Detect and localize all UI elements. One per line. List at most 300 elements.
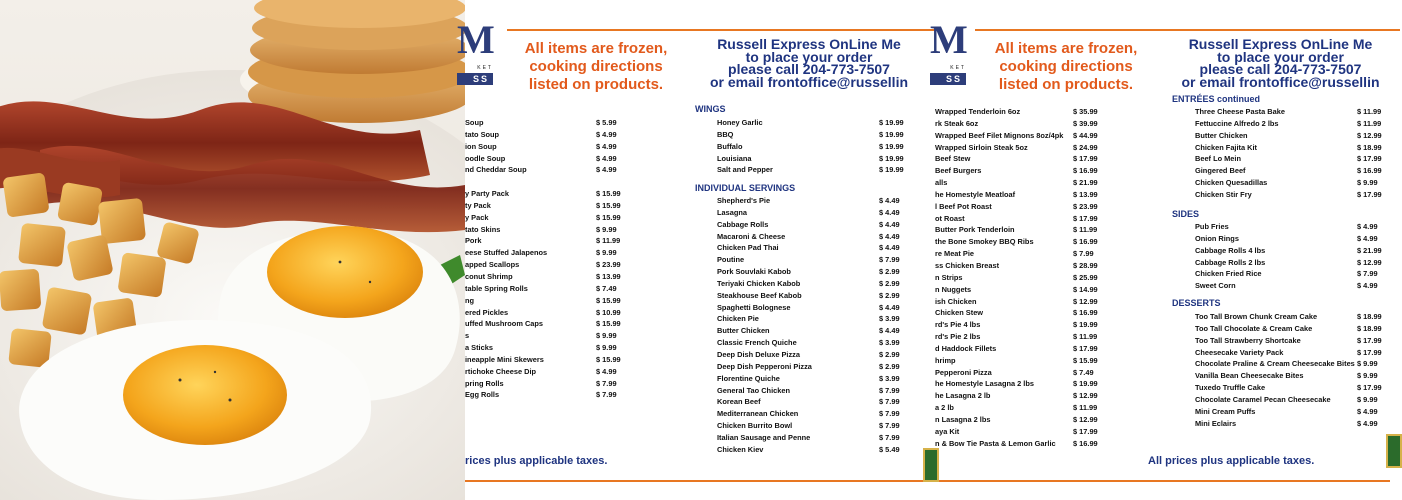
- menu-item-row: [1195, 165, 1400, 177]
- menu-item-row: [717, 195, 907, 207]
- top-orange-rule: [975, 29, 1400, 31]
- menu-item-row: [935, 189, 1100, 201]
- menu-item-row: [1195, 130, 1400, 142]
- menu-page-appetizers: [457, 0, 935, 500]
- menu-item-row: [1195, 382, 1400, 394]
- appetizer-list: [465, 117, 625, 401]
- menu-item-price: $ 2.99: [879, 361, 900, 371]
- menu-item-name: l Beef Pot Roast: [935, 201, 992, 211]
- menu-item-name: Steakhouse Beef Kabob: [717, 290, 802, 300]
- menu-item-price: $ 4.49: [879, 207, 900, 217]
- menu-item-row: [935, 130, 1100, 142]
- menu-item-row: [935, 142, 1100, 154]
- menu-item-name: Chocolate Praline & Cream Cheesecake Bites: [1195, 359, 1355, 369]
- menu-item-price: $ 17.99: [1073, 426, 1098, 436]
- menu-item-price: $ 2.99: [879, 290, 900, 300]
- menu-item-name: rd's Pie 4 lbs: [935, 320, 981, 330]
- menu-item-name: re Meat Pie: [935, 249, 975, 259]
- menu-item-row: [717, 254, 907, 266]
- menu-item-name: Sweet Corn: [1195, 281, 1236, 291]
- menu-item-row: [935, 367, 1100, 379]
- menu-item-name: ot Roast: [935, 213, 965, 223]
- menu-item-price: $ 19.99: [879, 129, 904, 139]
- menu-item-name: Three Cheese Pasta Bake: [1195, 107, 1285, 116]
- menu-item-price: $ 5.99: [596, 118, 617, 127]
- menu-item-price: $ 2.99: [879, 278, 900, 288]
- menu-item-name: Louisiana: [717, 153, 752, 163]
- menu-item-row: [717, 396, 907, 408]
- entrees-list: [935, 106, 1100, 449]
- menu-item-row: [465, 259, 625, 271]
- menu-item-name: Cheesecake Variety Pack: [1195, 347, 1284, 357]
- contact-line: please call 204-773-7507: [728, 61, 890, 77]
- menu-item-row: [935, 296, 1100, 308]
- menu-item-name: n Strips: [935, 272, 963, 282]
- menu-item-price: $ 12.99: [1073, 296, 1098, 306]
- menu-item-name: Honey Garlic: [717, 118, 763, 127]
- menu-item-row: [1195, 233, 1400, 245]
- menu-item-row: [717, 444, 907, 456]
- menu-item-price: $ 13.99: [596, 271, 621, 281]
- menu-item-row: [935, 260, 1100, 272]
- menu-item-price: $ 15.99: [596, 212, 621, 222]
- menu-item-name: Macaroni & Cheese: [717, 231, 786, 241]
- menu-item-row: [717, 432, 907, 444]
- menu-item-name: Korean Beef: [717, 397, 761, 407]
- menu-item-row: [717, 385, 907, 397]
- menu-item-row: [935, 390, 1100, 402]
- menu-item-row: [717, 207, 907, 219]
- menu-item-price: $ 15.99: [596, 319, 621, 329]
- menu-item-row: [465, 212, 625, 224]
- menu-item-row: [935, 438, 1100, 450]
- menu-item-row: [935, 153, 1100, 165]
- menu-item-name: he Homestyle Lasagna 2 lbs: [935, 379, 1034, 389]
- menu-item-name: Gingered Beef: [1195, 166, 1246, 176]
- menu-item-name: Chicken Fajita Kit: [1195, 142, 1258, 152]
- menu-item-price: $ 15.99: [596, 354, 621, 364]
- menu-item-name: n Lasagna 2 lbs: [935, 414, 991, 424]
- menu-item-price: $ 9.99: [1357, 178, 1378, 188]
- menu-item-row: [465, 354, 625, 366]
- menu-item-name: Lasagna: [717, 207, 747, 217]
- menu-item-name: Beef Stew: [935, 154, 971, 164]
- menu-item-row: [465, 389, 625, 401]
- menu-item-name: the Bone Smokey BBQ Ribs: [935, 237, 1034, 247]
- menu-item-price: $ 11.99: [1357, 118, 1382, 128]
- menu-item-name: n Nuggets: [935, 284, 972, 294]
- menu-item-price: $ 17.99: [1073, 154, 1098, 164]
- menu-item-row: [935, 272, 1100, 284]
- menu-item-price: $ 19.99: [879, 141, 904, 151]
- menu-item-name: eese Stuffed Jalapenos: [465, 248, 548, 258]
- menu-item-name: ng: [465, 295, 475, 305]
- menu-item-price: $ 9.99: [596, 248, 617, 258]
- menu-item-row: [717, 290, 907, 302]
- contact-line: please call 204-773-7507: [1199, 61, 1362, 77]
- menu-item-price: $ 12.99: [1357, 130, 1382, 140]
- menu-item-name: table Spring Rolls: [465, 283, 528, 293]
- menu-item-name: Buffalo: [717, 141, 743, 151]
- menu-item-price: $ 4.49: [879, 231, 900, 241]
- menu-item-row: [935, 414, 1100, 426]
- menu-item-price: $ 17.99: [1357, 335, 1382, 345]
- logo-letter: M: [930, 17, 968, 62]
- menu-item-name: conut Shrimp: [465, 271, 513, 281]
- menu-item-name: Chicken Quesadillas: [1195, 178, 1268, 188]
- menu-item-row: [717, 231, 907, 243]
- menu-item-row: [1195, 142, 1400, 154]
- menu-item-price: $ 9.99: [1357, 371, 1378, 381]
- menu-item-price: $ 11.99: [596, 236, 621, 246]
- menu-item-name: rd's Pie 2 lbs: [935, 332, 981, 342]
- menu-item-name: Pepperoni Pizza: [935, 367, 992, 377]
- menu-item-price: $ 15.99: [1073, 355, 1098, 365]
- menu-item-name: Cabbage Rolls 2 lbs: [1195, 257, 1266, 267]
- menu-item-row: [935, 355, 1100, 367]
- bottom-orange-rule: [465, 480, 935, 482]
- menu-item-name: rtichoke Cheese Dip: [465, 366, 537, 376]
- partner-badge: [923, 448, 939, 482]
- menu-item-row: [935, 284, 1100, 296]
- menu-item-name: ion Soup: [465, 141, 497, 151]
- menu-item-row: [465, 318, 625, 330]
- menu-item-price: $ 11.99: [1073, 403, 1098, 413]
- menu-item-price: $ 28.99: [1073, 260, 1098, 270]
- menu-item-name: nd Cheddar Soup: [465, 165, 527, 175]
- menu-item-name: hrimp: [935, 355, 956, 365]
- menu-item-row: [1195, 106, 1400, 118]
- menu-item-price: $ 4.99: [1357, 406, 1378, 416]
- menu-item-row: [465, 164, 625, 176]
- menu-item-price: $ 3.99: [879, 314, 900, 324]
- frozen-line: listed on products.: [528, 76, 664, 93]
- menu-item-name: Soup: [465, 118, 484, 127]
- menu-item-row: [1195, 153, 1400, 165]
- top-orange-rule: [507, 29, 935, 31]
- menu-item-row: [717, 117, 907, 129]
- section-title-sides: SIDES: [1172, 209, 1200, 219]
- menu-item-price: $ 19.99: [879, 153, 904, 163]
- logo-express-bar: SS: [457, 73, 493, 85]
- menu-item-price: $ 13.99: [1073, 189, 1098, 199]
- menu-item-price: $ 15.99: [596, 189, 621, 199]
- menu-item-row: [1195, 268, 1400, 280]
- menu-item-price: $ 15.99: [596, 200, 621, 210]
- frozen-notice: [981, 40, 1151, 94]
- menu-item-name: Italian Sausage and Penne: [717, 432, 811, 442]
- menu-item-name: Deep Dish Pepperoni Pizza: [717, 361, 812, 371]
- menu-item-price: $ 25.99: [1073, 272, 1098, 282]
- menu-item-price: $ 7.99: [879, 421, 900, 431]
- menu-item-name: Tuxedo Truffle Cake: [1195, 383, 1266, 393]
- menu-item-name: ty Pack: [465, 200, 491, 210]
- menu-item-name: apped Scallops: [465, 260, 520, 270]
- menu-item-price: $ 16.99: [1073, 438, 1098, 448]
- menu-item-price: $ 4.99: [1357, 418, 1378, 428]
- menu-item-row: [465, 366, 625, 378]
- menu-item-name: Chicken Kiev: [717, 444, 764, 454]
- menu-item-price: $ 39.99: [1073, 118, 1098, 128]
- menu-item-name: Too Tall Brown Chunk Cream Cake: [1195, 312, 1318, 321]
- menu-item-price: $ 17.99: [1073, 213, 1098, 223]
- menu-item-row: [717, 164, 907, 176]
- menu-item-price: $ 4.99: [596, 129, 617, 139]
- menu-item-price: $ 12.99: [1073, 391, 1098, 401]
- menu-item-price: $ 15.99: [596, 295, 621, 305]
- menu-item-row: [717, 373, 907, 385]
- menu-item-row: [1195, 177, 1400, 189]
- menu-item-name: ered Pickles: [465, 307, 509, 317]
- menu-item-price: $ 2.99: [879, 267, 900, 277]
- menu-item-row: [717, 129, 907, 141]
- menu-item-price: $ 4.99: [1357, 281, 1378, 291]
- menu-item-row: [465, 141, 625, 153]
- russell-market-logo: [930, 18, 970, 84]
- menu-item-name: aya Kit: [935, 426, 960, 436]
- menu-item-price: $ 18.99: [1357, 323, 1382, 333]
- menu-page-entrees: [930, 0, 1400, 500]
- menu-item-price: $ 17.99: [1357, 347, 1382, 357]
- menu-item-name: Egg Rolls: [465, 390, 500, 400]
- menu-item-price: $ 9.99: [1357, 359, 1378, 369]
- menu-item-name: rk Steak 6oz: [935, 118, 979, 128]
- menu-item-name: Cabbage Rolls: [717, 219, 769, 229]
- menu-item-price: $ 11.99: [1073, 225, 1098, 235]
- menu-item-price: $ 7.99: [1073, 249, 1094, 259]
- menu-item-price: $ 4.99: [1357, 233, 1378, 243]
- menu-item-row: [1195, 418, 1400, 430]
- menu-item-row: [465, 271, 625, 283]
- menu-item-price: $ 4.99: [596, 165, 617, 175]
- menu-item-name: Florentine Quiche: [717, 373, 780, 383]
- menu-item-row: [935, 165, 1100, 177]
- menu-item-name: tato Skins: [465, 224, 501, 234]
- menu-item-row: [935, 236, 1100, 248]
- menu-item-price: $ 24.99: [1073, 142, 1098, 152]
- menu-item-price: $ 3.99: [879, 373, 900, 383]
- menu-item-row: [465, 117, 625, 129]
- breakfast-illustration: [0, 0, 465, 500]
- order-contact-info: [683, 38, 935, 88]
- logo-market-text: KET: [477, 65, 493, 71]
- russell-market-logo: [457, 18, 497, 84]
- menu-item-price: $ 17.99: [1357, 154, 1382, 164]
- menu-item-row: [1195, 257, 1400, 269]
- menu-item-name: Wrapped Sirloin Steak 5oz: [935, 142, 1028, 152]
- menu-item-row: [717, 361, 907, 373]
- menu-item-name: Butter Chicken: [717, 326, 770, 336]
- menu-item-row: [717, 325, 907, 337]
- menu-item-name: Chicken Pie: [717, 314, 759, 324]
- section-title-wings: WINGS: [695, 104, 726, 114]
- menu-item-price: $ 21.99: [1073, 178, 1098, 188]
- menu-item-name: Mini Cream Puffs: [1195, 406, 1256, 416]
- menu-item-name: oodle Soup: [465, 153, 506, 163]
- menu-item-name: Salt and Pepper: [717, 165, 773, 175]
- menu-item-name: uffed Mushroom Caps: [465, 319, 544, 329]
- menu-item-price: $ 17.99: [1357, 383, 1382, 393]
- menu-item-name: ish Chicken: [935, 296, 977, 306]
- menu-item-name: he Homestyle Meatloaf: [935, 189, 1016, 199]
- menu-item-row: [1195, 406, 1400, 418]
- menu-item-row: [465, 247, 625, 259]
- frozen-line: All items are frozen,: [994, 40, 1138, 57]
- menu-item-name: tato Soup: [465, 129, 500, 139]
- section-title-entrees-continued: ENTRÉES continued: [1172, 94, 1261, 104]
- menu-item-price: $ 9.99: [596, 331, 617, 341]
- menu-item-price: $ 9.99: [1357, 394, 1378, 404]
- menu-item-price: $ 23.99: [596, 260, 621, 270]
- menu-item-price: $ 7.49: [1073, 367, 1094, 377]
- menu-item-price: $ 12.99: [1357, 257, 1382, 267]
- order-contact-info: [1161, 38, 1400, 88]
- bottom-orange-rule: [935, 480, 1390, 482]
- menu-item-name: Onion Rings: [1195, 233, 1239, 243]
- menu-item-row: [1195, 358, 1400, 370]
- pancake-stack: [240, 0, 480, 123]
- menu-item-row: [717, 302, 907, 314]
- partner-badge: [1386, 434, 1402, 468]
- menu-item-price: $ 11.99: [1357, 107, 1382, 116]
- menu-item-name: y Party Pack: [465, 189, 509, 199]
- menu-item-price: $ 16.99: [1073, 237, 1098, 247]
- menu-item-name: Classic French Quiche: [717, 338, 797, 348]
- menu-item-price: $ 9.99: [596, 224, 617, 234]
- menu-item-row: [1195, 323, 1400, 335]
- menu-item-row: [935, 213, 1100, 225]
- menu-item-row: [717, 153, 907, 165]
- menu-item-price: $ 18.99: [1357, 312, 1382, 321]
- menu-item-name: Wrapped Tenderloin 6oz: [935, 107, 1021, 116]
- menu-item-row: [935, 343, 1100, 355]
- menu-item-price: $ 2.99: [879, 349, 900, 359]
- menu-item-price: $ 7.99: [879, 397, 900, 407]
- menu-item-name: Cabbage Rolls 4 lbs: [1195, 245, 1266, 255]
- menu-item-row: [465, 307, 625, 319]
- sides-list: [1195, 221, 1400, 292]
- menu-item-row: [717, 337, 907, 349]
- contact-line: to place your order: [1217, 48, 1344, 65]
- menu-item-row: [717, 349, 907, 361]
- menu-item-row: [1195, 394, 1400, 406]
- menu-item-price: $ 5.49: [879, 444, 900, 454]
- menu-item-name: Deep Dish Deluxe Pizza: [717, 349, 800, 359]
- frozen-line: cooking directions: [529, 58, 663, 75]
- menu-item-name: Chicken Pad Thai: [717, 243, 779, 253]
- menu-item-price: $ 19.99: [1073, 379, 1098, 389]
- menu-item-row: [717, 420, 907, 432]
- menu-item-price: $ 16.99: [1073, 308, 1098, 318]
- menu-item-row: [717, 219, 907, 231]
- menu-item-price: $ 7.99: [1357, 269, 1378, 279]
- menu-item-name: a 2 lb: [935, 403, 954, 413]
- menu-item-price: $ 35.99: [1073, 107, 1098, 116]
- menu-item-name: Fettuccine Alfredo 2 lbs: [1195, 118, 1279, 128]
- menu-item-row: [1195, 311, 1400, 323]
- menu-item-name: pring Rolls: [465, 378, 504, 388]
- menu-item-name: Butter Pork Tenderloin: [935, 225, 1015, 235]
- menu-item-price: $ 4.49: [879, 219, 900, 229]
- menu-item-name: y Pack: [465, 212, 489, 222]
- menu-item-name: ss Chicken Breast: [935, 260, 1000, 270]
- logo-market-text: KET: [950, 65, 966, 71]
- menu-item-row: [465, 188, 625, 200]
- section-title-individual-servings: INDIVIDUAL SERVINGS: [695, 183, 796, 193]
- menu-item-price: $ 7.99: [879, 409, 900, 419]
- menu-item-row: [465, 200, 625, 212]
- menu-item-name: Mini Eclairs: [1195, 418, 1237, 428]
- menu-item-row: [1195, 221, 1400, 233]
- menu-item-price: $ 44.99: [1073, 130, 1098, 140]
- menu-item-row: [935, 118, 1100, 130]
- wings-list: [717, 117, 907, 176]
- entrees-continued-list: [1195, 106, 1400, 201]
- menu-item-row: [935, 248, 1100, 260]
- taxes-footer: All prices plus applicable taxes.: [1148, 455, 1315, 467]
- menu-item-row: [935, 177, 1100, 189]
- menu-item-name: a Sticks: [465, 343, 493, 353]
- menu-item-row: [717, 242, 907, 254]
- menu-item-row: [935, 331, 1100, 343]
- menu-item-price: $ 4.99: [596, 366, 617, 376]
- menu-item-row: [465, 330, 625, 342]
- individual-servings-list: [717, 195, 907, 456]
- taxes-footer: rices plus applicable taxes.: [465, 455, 608, 467]
- menu-item-row: [1195, 347, 1400, 359]
- menu-item-row: [1195, 245, 1400, 257]
- menu-item-price: $ 17.99: [1357, 189, 1382, 199]
- contact-line: or email frontoffice@russellin: [1181, 73, 1380, 90]
- menu-item-name: alls: [935, 178, 948, 188]
- menu-item-name: Pork Souvlaki Kabob: [717, 267, 791, 277]
- menu-item-row: [465, 295, 625, 307]
- menu-item-price: $ 4.49: [879, 196, 900, 205]
- menu-item-price: $ 4.99: [1357, 222, 1378, 231]
- menu-item-price: $ 9.99: [596, 343, 617, 353]
- menu-item-price: $ 4.49: [879, 243, 900, 253]
- section-title-desserts: DESSERTS: [1172, 298, 1221, 308]
- menu-item-name: n & Bow Tie Pasta & Lemon Garlic: [935, 438, 1056, 448]
- logo-letter: M: [457, 17, 495, 62]
- menu-item-price: $ 19.99: [879, 118, 904, 127]
- frozen-line: All items are frozen,: [524, 40, 668, 57]
- frozen-line: listed on products.: [998, 76, 1134, 93]
- menu-item-row: [935, 378, 1100, 390]
- menu-item-price: $ 16.99: [1357, 166, 1382, 176]
- menu-item-price: $ 12.99: [1073, 414, 1098, 424]
- contact-line: Russell Express OnLine Me: [717, 36, 901, 52]
- menu-item-price: $ 4.49: [879, 326, 900, 336]
- menu-item-row: [1195, 118, 1400, 130]
- menu-item-price: $ 4.49: [879, 302, 900, 312]
- menu-item-row: [717, 408, 907, 420]
- menu-item-name: Chicken Stir Fry: [1195, 189, 1252, 199]
- menu-item-name: Chicken Burrito Bowl: [717, 421, 793, 431]
- menu-item-row: [717, 141, 907, 153]
- menu-item-price: $ 10.99: [596, 307, 621, 317]
- menu-item-name: Vanilla Bean Cheesecake Bites: [1195, 371, 1304, 381]
- menu-item-price: $ 16.99: [1073, 166, 1098, 176]
- menu-item-price: $ 19.99: [879, 165, 904, 175]
- menu-item-row: [935, 224, 1100, 236]
- menu-item-name: Chocolate Caramel Pecan Cheesecake: [1195, 394, 1331, 404]
- menu-item-row: [935, 319, 1100, 331]
- menu-item-price: $ 4.99: [596, 141, 617, 151]
- menu-item-row: [465, 129, 625, 141]
- menu-item-name: Too Tall Strawberry Shortcake: [1195, 335, 1301, 345]
- contact-line: Russell Express OnLine Me: [1188, 36, 1373, 52]
